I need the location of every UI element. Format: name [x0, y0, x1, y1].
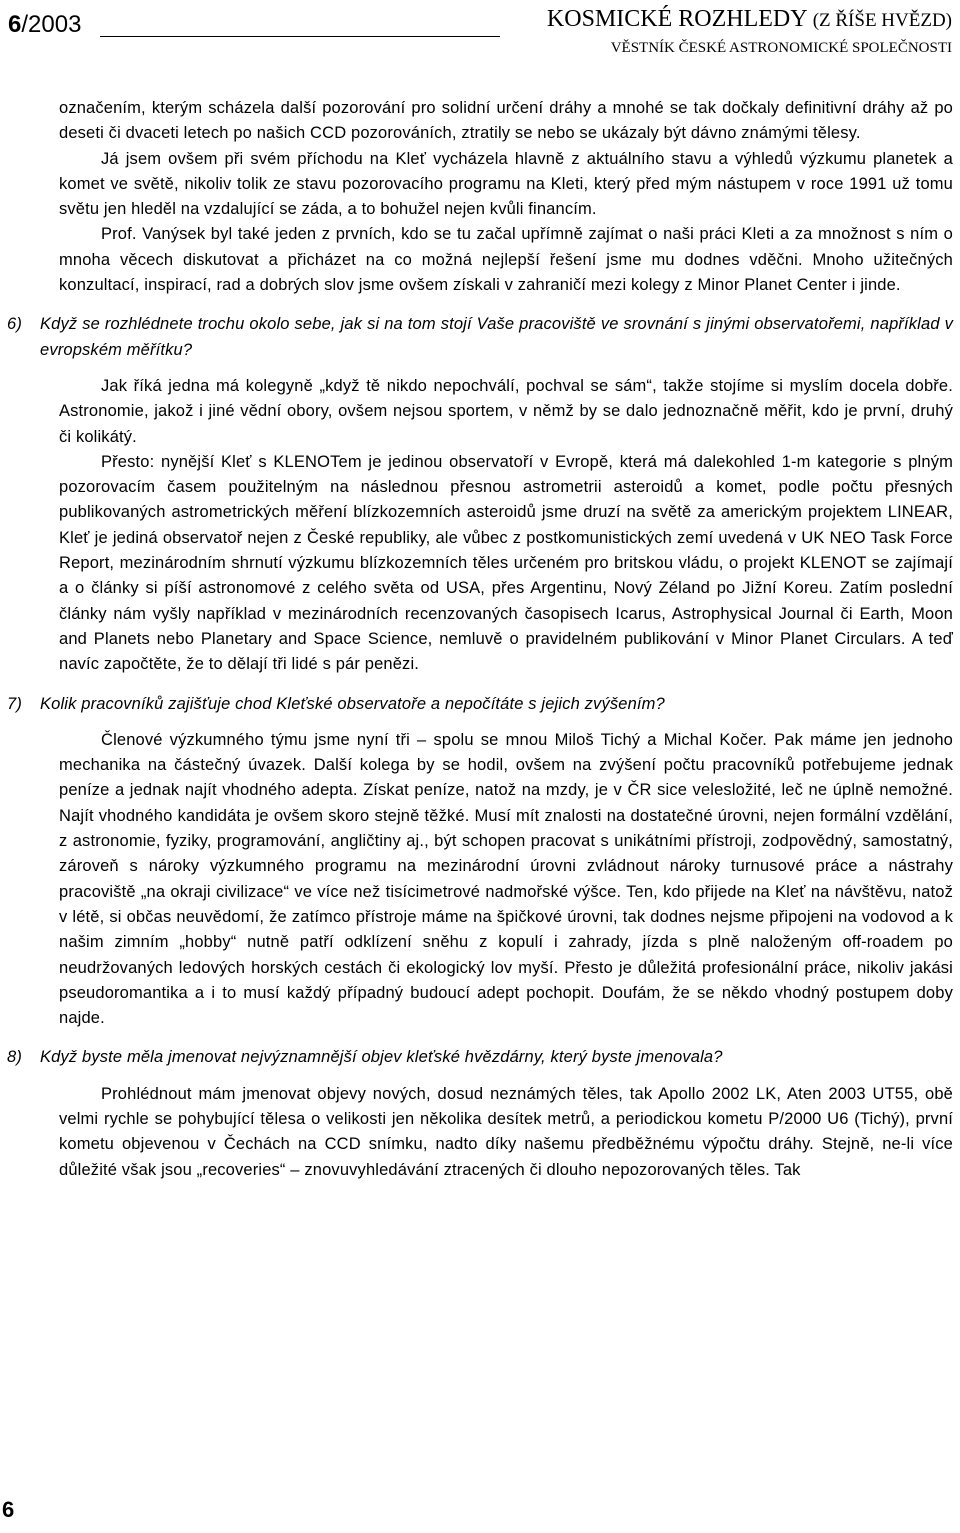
magazine-subtitle: VĚSTNÍK ČESKÉ ASTRONOMICKÉ SPOLEČNOSTI	[610, 40, 952, 56]
paragraph: Já jsem ovšem při svém příchodu na Kleť vycházela hlavně z aktuálního stavu a výhledů výzkumu planetek a komet ve světě, nikoliv tolik ze stavu pozorovacího programu na Kleti, který před mým nástupem v roce 1991 už tomu světu jen hleděl na vzdalující se záda, a to bohužel nejen kvůli financím.	[59, 149, 953, 219]
paragraph: Přesto: nynější Kleť s KLENOTem je jedinou observatoří v Evropě, která má dalekohled 1-m kategorie s plným pozorovacím časem použitelným na následnou přesnou astrometrii asteroidů a komet, podle počtu přesných publikovaných astrometrických měření blízkozemních asteroidů jsme druzí na světě za americkým projektem LINEAR, Kleť je jediná observatoř nejen z České republiky, ale vůbec z postkomunistických zemí uvedená v UK NEO Task Force Report, mezinárodním shrnutí výzkumu blízkozemních těles určeném pro britskou vládu, o projekt KLENOT se zajímají a o články si píší astronomové z celého světa od USA, přes Argentinu, Nový Zéland po Jižní Koreu. Zatím poslední články nám vyšly například v mezinárodních recenzovaných časopisech Icarus, Astrophysical Journal či Earth, Moon and Planets nebo Planetary and Space Science, nemluvě o pravidelném publikování v Minor Planet Circulars. A teď navíc započtěte, že to dělají tři lidé s pár penězi.	[59, 452, 953, 674]
header-rule	[100, 36, 500, 37]
question-6	[7, 312, 953, 363]
question-text: Když byste měla jmenovat nejvýznamnější objev kleťské hvězdárny, který byste jmenovala?	[40, 1048, 723, 1067]
question-text: Když se rozhlédnete trochu okolo sebe, jak si na tom stojí Vaše pracoviště ve srovnání s jinými observatořemi, například v evropském měřítku?	[40, 315, 953, 359]
question-8	[7, 1045, 953, 1070]
magazine-title-main: KOSMICKÉ ROZHLEDY	[546, 6, 813, 32]
issue-label	[8, 8, 81, 42]
magazine-title-paren: (Z ŘÍŠE HVĚZD)	[812, 10, 952, 31]
question-number: 7)	[7, 694, 22, 713]
paragraph: Prof. Vanýsek byl také jeden z prvních, kdo se tu začal upřímně zajímat o naši práci Kleti a za množnost s ním o mnoha věcech diskutovat a přicházet na co možná nejlepší řešení jsme mu dodnes vděčni. Mnoho užitečných konzultací, inspirací, rad a dobrých slov jsme ovšem získali v zahraničí mezi kolegy z Minor Planet Center i jinde.	[59, 225, 953, 295]
paragraph: Prohlédnout mám jmenovat objevy nových, dosud neznámých těles, tak Apollo 2002 LK, Aten 2003 UT55, obě velmi rychle se pohybující tělesa o velikosti jen několika desítek metrů, a periodickou kometu P/2000 U6 (Tichý), první kometu objevenou v Čechách na CCD snímku, nadto díky našemu předběžnému výpočtu dráhy. Stejně, ne-li více důležité však jsou „recoveries“ – znovuvyhledávání ztracených či dlouho nepozorovaných těles. Tak	[59, 1084, 953, 1179]
question-text: Kolik pracovníků zajišťuje chod Kleťské observatoře a nepočítáte s jejich zvýšením?	[40, 694, 665, 713]
page-header	[0, 0, 960, 70]
issue-number: 6	[8, 11, 22, 38]
paragraph: označením, kterým scházela další pozorování pro solidní určení dráhy a mnohé se tak dočkaly definitivní dráhy až po deseti či dvaceti letech po našich CCD pozorováních, ztratily se nebo se ukázaly být dávno známými tělesy.	[59, 99, 953, 143]
question-number: 6)	[7, 315, 22, 334]
magazine-title	[547, 4, 952, 36]
paragraph: Členové výzkumného týmu jsme nyní tři – spolu se mnou Miloš Tichý a Michal Kočer. Pak máme jen jednoho mechanika na částečný úvazek. Další kolega by se hodil, ovšem na zvýšení počtu pracovníků potřebujeme jednak peníze a jednak najít vhodného adepta. Získat peníze, natož na mzdy, je v ČR sice velesložité, leč ne úplně nemožné. Najít vhodného kandidáta je ovšem skoro stejně těžké. Musí mít znalosti na dostatečné úrovni, nejen formální vzdělání, z astronomie, fyziky, programování, angličtiny aj., být schopen pracovat s unikátními přístroji, zodpovědný, samostatný, zároveň s nároky výzkumného programu na mezinárodní úrovni zvládnout nároky turnusové práce a nástrahy pracoviště „na okraji civilizace“ ve více než tisícimetrové nadmořské výšce. Ten, kdo přijede na Kleť na návštěvu, natož v létě, si občas neuvědomí, že zatímco přístroje máme na špičkové úrovni, tak dodnes nejsme připojeni na vodovod a k našim zimním „hobby“ nutně patří odklízení sněhu z kopulí i zahrady, jízda s plně naloženým off-roadem po neudržovaných ledových horských cestách či ekologický lov myší. Přesto je důležitá profesionální práce, nikoliv jakási pseudoromantika a i to musí každý případný budoucí adept pochopit. Doufám, že se někdo vhodný postupem doby najde.	[59, 730, 953, 1028]
paragraph: Jak říká jedna má kolegyně „když tě nikdo nepochválí, pochval se sám“, takže stojíme si myslím docela dobře. Astronomie, jakož i jiné vědní obory, ovšem nejsou sportem, v němž by se dalo jednoznačně měřit, kdo je první, druhý či kolikátý.	[59, 376, 953, 446]
question-number: 8)	[7, 1048, 22, 1067]
issue-year: /2003	[21, 11, 82, 38]
article-body	[0, 96, 960, 1183]
page-number: 6	[2, 1497, 15, 1522]
question-7	[7, 692, 953, 717]
